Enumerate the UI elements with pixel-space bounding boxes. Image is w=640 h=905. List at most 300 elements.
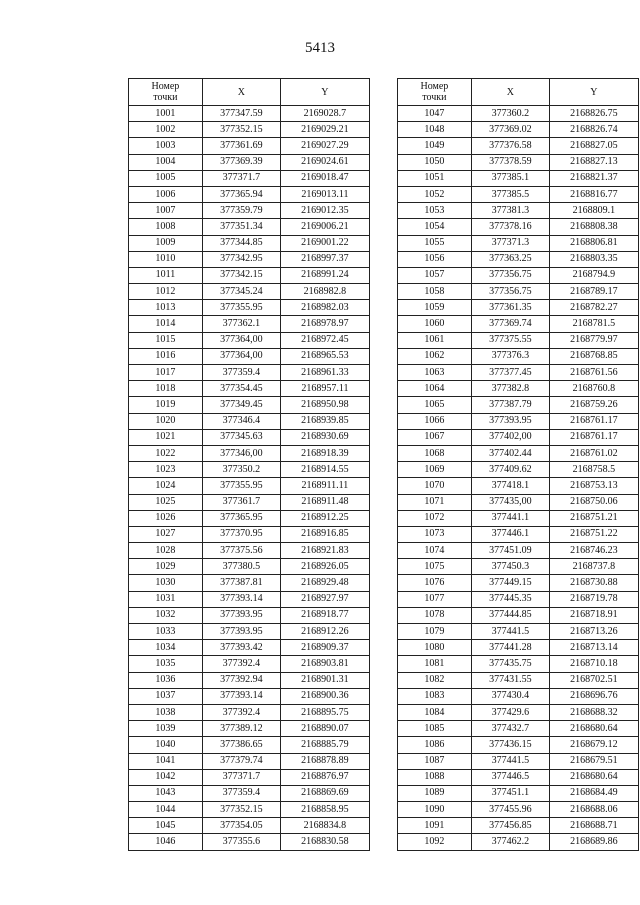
table-row (129, 624, 370, 640)
point-number-cell: 1034 (129, 640, 203, 656)
y-cell: 2168927.97 (280, 591, 369, 607)
table-row (129, 478, 370, 494)
point-number-cell: 1057 (398, 267, 472, 283)
x-cell: 377446.1 (471, 526, 549, 542)
y-cell: 2168916.85 (280, 526, 369, 542)
y-cell: 2168909.37 (280, 640, 369, 656)
table-row (129, 348, 370, 364)
x-cell: 377393.95 (202, 607, 280, 623)
table-row (129, 300, 370, 316)
x-cell: 377354.05 (202, 818, 280, 834)
point-number-cell: 1019 (129, 397, 203, 413)
point-number-cell: 1084 (398, 704, 472, 720)
point-number-cell: 1047 (398, 106, 472, 122)
table-row (398, 332, 639, 348)
y-cell: 2168926.05 (280, 559, 369, 575)
y-cell: 2168781.5 (549, 316, 638, 332)
table-row (129, 640, 370, 656)
x-cell: 377389.12 (202, 721, 280, 737)
y-cell: 2168972.45 (280, 332, 369, 348)
x-cell: 377365.94 (202, 186, 280, 202)
y-cell: 2168911.48 (280, 494, 369, 510)
table-row (129, 219, 370, 235)
table-row (129, 607, 370, 623)
x-cell: 377462.2 (471, 834, 549, 850)
y-cell: 2168789.17 (549, 284, 638, 300)
point-number-cell: 1063 (398, 365, 472, 381)
y-cell: 2168911.11 (280, 478, 369, 494)
point-number-cell: 1053 (398, 203, 472, 219)
x-cell: 377392.4 (202, 704, 280, 720)
point-number-cell: 1069 (398, 462, 472, 478)
point-number-cell: 1033 (129, 624, 203, 640)
y-cell: 2168746.23 (549, 543, 638, 559)
point-number-cell: 1030 (129, 575, 203, 591)
x-cell: 377451.1 (471, 785, 549, 801)
y-cell: 2168751.22 (549, 526, 638, 542)
table-row (398, 818, 639, 834)
point-number-cell: 1013 (129, 300, 203, 316)
point-number-cell: 1001 (129, 106, 203, 122)
x-cell: 377430.4 (471, 688, 549, 704)
table-row (398, 656, 639, 672)
table-row (129, 591, 370, 607)
table-row (129, 737, 370, 753)
point-number-cell: 1085 (398, 721, 472, 737)
table-row (129, 445, 370, 461)
x-cell: 377456.85 (471, 818, 549, 834)
x-cell: 377346.4 (202, 413, 280, 429)
y-cell: 2168737.8 (549, 559, 638, 575)
y-cell: 2168921.83 (280, 543, 369, 559)
y-cell: 2168760.8 (549, 381, 638, 397)
table-row (129, 365, 370, 381)
table-row (129, 122, 370, 138)
point-number-cell: 1052 (398, 186, 472, 202)
table-row (398, 219, 639, 235)
table-row (398, 445, 639, 461)
y-cell: 2168688.06 (549, 802, 638, 818)
x-cell: 377361.69 (202, 138, 280, 154)
y-cell: 2168688.71 (549, 818, 638, 834)
x-cell: 377392.4 (202, 656, 280, 672)
y-header: Y (280, 79, 369, 106)
y-cell: 2168930.69 (280, 429, 369, 445)
point-number-cell: 1073 (398, 526, 472, 542)
x-cell: 377377.45 (471, 365, 549, 381)
table-row (398, 122, 639, 138)
x-cell: 377380.5 (202, 559, 280, 575)
x-cell: 377342.15 (202, 267, 280, 283)
table-row (398, 721, 639, 737)
point-number-cell: 1090 (398, 802, 472, 818)
table-row (129, 332, 370, 348)
x-cell: 377356.75 (471, 284, 549, 300)
table-row (398, 591, 639, 607)
point-number-cell: 1092 (398, 834, 472, 850)
table-row (398, 284, 639, 300)
point-number-cell: 1074 (398, 543, 472, 559)
point-number-cell: 1076 (398, 575, 472, 591)
point-number-cell: 1049 (398, 138, 472, 154)
table-row (129, 494, 370, 510)
point-number-cell: 1072 (398, 510, 472, 526)
point-number-header (398, 79, 472, 106)
x-cell: 377355.95 (202, 300, 280, 316)
point-number-cell: 1055 (398, 235, 472, 251)
point-number-cell: 1006 (129, 186, 203, 202)
y-cell: 2168730.88 (549, 575, 638, 591)
x-cell: 377429.6 (471, 704, 549, 720)
x-cell: 377347.59 (202, 106, 280, 122)
y-cell: 2169018.47 (280, 170, 369, 186)
x-cell: 377364,00 (202, 332, 280, 348)
y-cell: 2168688.32 (549, 704, 638, 720)
table-row (129, 186, 370, 202)
point-number-cell: 1021 (129, 429, 203, 445)
x-cell: 377382.8 (471, 381, 549, 397)
y-cell: 2168718.91 (549, 607, 638, 623)
y-cell: 2168918.77 (280, 607, 369, 623)
table-row (129, 818, 370, 834)
y-cell: 2168713.26 (549, 624, 638, 640)
y-cell: 2168751.21 (549, 510, 638, 526)
x-cell: 377349.45 (202, 397, 280, 413)
y-cell: 2168982.03 (280, 300, 369, 316)
x-cell: 377354.45 (202, 381, 280, 397)
point-number-cell: 1004 (129, 154, 203, 170)
point-number-cell: 1091 (398, 818, 472, 834)
x-cell: 377369.74 (471, 316, 549, 332)
table-row (398, 543, 639, 559)
point-number-cell: 1031 (129, 591, 203, 607)
point-number-cell: 1080 (398, 640, 472, 656)
table-row (398, 737, 639, 753)
table-row (129, 834, 370, 850)
y-cell: 2168957.11 (280, 381, 369, 397)
x-cell: 377451.09 (471, 543, 549, 559)
y-cell: 2168903.81 (280, 656, 369, 672)
table-row (398, 381, 639, 397)
x-cell: 377431.55 (471, 672, 549, 688)
y-cell: 2168982.8 (280, 284, 369, 300)
y-cell: 2168753.13 (549, 478, 638, 494)
x-cell: 377352.15 (202, 122, 280, 138)
table-header-row (398, 79, 639, 106)
point-number-cell: 1062 (398, 348, 472, 364)
table-row (398, 203, 639, 219)
table-row (398, 575, 639, 591)
y-cell: 2168713.14 (549, 640, 638, 656)
y-cell: 2168826.74 (549, 122, 638, 138)
y-cell: 2168918.39 (280, 445, 369, 461)
y-cell: 2169012.35 (280, 203, 369, 219)
table-row (129, 267, 370, 283)
point-number-cell: 1050 (398, 154, 472, 170)
x-cell: 377344.85 (202, 235, 280, 251)
point-number-cell: 1007 (129, 203, 203, 219)
y-cell: 2168885.79 (280, 737, 369, 753)
y-cell: 2168750.06 (549, 494, 638, 510)
point-number-cell: 1046 (129, 834, 203, 850)
table-row (129, 284, 370, 300)
table-row (129, 203, 370, 219)
point-number-cell: 1003 (129, 138, 203, 154)
point-number-cell: 1035 (129, 656, 203, 672)
y-cell: 2168761.17 (549, 429, 638, 445)
y-cell: 2168965.53 (280, 348, 369, 364)
x-cell: 377385.5 (471, 186, 549, 202)
table-row (398, 785, 639, 801)
table-row (129, 154, 370, 170)
point-number-cell: 1002 (129, 122, 203, 138)
point-number-cell: 1024 (129, 478, 203, 494)
y-cell: 2168761.56 (549, 365, 638, 381)
point-number-cell: 1078 (398, 607, 472, 623)
table-row (398, 267, 639, 283)
x-cell: 377441.5 (471, 753, 549, 769)
table-row (398, 672, 639, 688)
point-number-cell: 1023 (129, 462, 203, 478)
point-number-cell: 1079 (398, 624, 472, 640)
y-cell: 2168779.97 (549, 332, 638, 348)
y-cell: 2169006.21 (280, 219, 369, 235)
point-number-cell: 1045 (129, 818, 203, 834)
x-cell: 377350.2 (202, 462, 280, 478)
point-number-cell: 1041 (129, 753, 203, 769)
x-header: X (202, 79, 280, 106)
y-cell: 2168689.86 (549, 834, 638, 850)
table-row (398, 170, 639, 186)
point-number-cell: 1014 (129, 316, 203, 332)
table-row (129, 397, 370, 413)
y-cell: 2169001.22 (280, 235, 369, 251)
x-cell: 377386.65 (202, 737, 280, 753)
x-cell: 377393.95 (202, 624, 280, 640)
x-cell: 377432.7 (471, 721, 549, 737)
point-number-header (129, 79, 203, 106)
point-number-cell: 1059 (398, 300, 472, 316)
coordinates-table-right (397, 78, 639, 851)
point-number-cell: 1058 (398, 284, 472, 300)
point-number-cell: 1037 (129, 688, 203, 704)
point-number-cell: 1077 (398, 591, 472, 607)
point-number-cell: 1070 (398, 478, 472, 494)
point-number-cell: 1067 (398, 429, 472, 445)
y-cell: 2168761.02 (549, 445, 638, 461)
x-cell: 377435.75 (471, 656, 549, 672)
x-cell: 377355.6 (202, 834, 280, 850)
y-cell: 2168679.12 (549, 737, 638, 753)
point-number-cell: 1017 (129, 365, 203, 381)
x-cell: 377375.55 (471, 332, 549, 348)
y-cell: 2168901.31 (280, 672, 369, 688)
y-cell: 2168827.13 (549, 154, 638, 170)
table-row (129, 704, 370, 720)
table-row (129, 251, 370, 267)
x-cell: 377361.7 (202, 494, 280, 510)
x-cell: 377379.74 (202, 753, 280, 769)
point-number-cell: 1086 (398, 737, 472, 753)
point-number-cell: 1005 (129, 170, 203, 186)
x-cell: 377345.24 (202, 284, 280, 300)
point-number-cell: 1036 (129, 672, 203, 688)
x-cell: 377393.95 (471, 413, 549, 429)
x-cell: 377376.58 (471, 138, 549, 154)
x-cell: 377351.34 (202, 219, 280, 235)
point-number-cell: 1075 (398, 559, 472, 575)
y-cell: 2168929.48 (280, 575, 369, 591)
table-row (129, 106, 370, 122)
point-number-cell: 1061 (398, 332, 472, 348)
table-row (398, 769, 639, 785)
x-cell: 377444.85 (471, 607, 549, 623)
table-row (398, 348, 639, 364)
table-row (398, 106, 639, 122)
table-row (129, 381, 370, 397)
x-cell: 377385.1 (471, 170, 549, 186)
point-number-cell: 1025 (129, 494, 203, 510)
point-number-cell: 1043 (129, 785, 203, 801)
table-row (129, 802, 370, 818)
point-number-header-line2: точки (422, 92, 447, 103)
table-row (398, 624, 639, 640)
point-number-cell: 1039 (129, 721, 203, 737)
table-row (398, 300, 639, 316)
y-cell: 2168830.58 (280, 834, 369, 850)
y-cell: 2168758.5 (549, 462, 638, 478)
point-number-cell: 1081 (398, 656, 472, 672)
x-cell: 377450.3 (471, 559, 549, 575)
point-number-cell: 1083 (398, 688, 472, 704)
table-row (129, 769, 370, 785)
y-cell: 2168890.07 (280, 721, 369, 737)
table-row (398, 704, 639, 720)
table-body-left (129, 106, 370, 851)
table-row (398, 429, 639, 445)
y-cell: 2168684.49 (549, 785, 638, 801)
x-cell: 377378.16 (471, 219, 549, 235)
table-row (398, 138, 639, 154)
x-cell: 377441.5 (471, 624, 549, 640)
table-row (129, 413, 370, 429)
y-cell: 2169024.61 (280, 154, 369, 170)
x-cell: 377371.7 (202, 170, 280, 186)
x-cell: 377445.35 (471, 591, 549, 607)
x-cell: 377364,00 (202, 348, 280, 364)
point-number-header-line2: точки (153, 92, 178, 103)
table-row (129, 510, 370, 526)
point-number-cell: 1026 (129, 510, 203, 526)
table-row (129, 429, 370, 445)
table-row (129, 785, 370, 801)
y-cell: 2168759.26 (549, 397, 638, 413)
point-number-cell: 1088 (398, 769, 472, 785)
point-number-cell: 1015 (129, 332, 203, 348)
x-cell: 377376.3 (471, 348, 549, 364)
table-row (129, 559, 370, 575)
x-cell: 377346,00 (202, 445, 280, 461)
y-cell: 2168961.33 (280, 365, 369, 381)
x-cell: 377356.75 (471, 267, 549, 283)
y-cell: 2168809.1 (549, 203, 638, 219)
x-cell: 377446.5 (471, 769, 549, 785)
point-number-cell: 1038 (129, 704, 203, 720)
point-number-cell: 1060 (398, 316, 472, 332)
point-number-cell: 1032 (129, 607, 203, 623)
x-cell: 377393.14 (202, 688, 280, 704)
y-cell: 2168991.24 (280, 267, 369, 283)
point-number-cell: 1064 (398, 381, 472, 397)
x-cell: 377345.63 (202, 429, 280, 445)
x-cell: 377402.44 (471, 445, 549, 461)
x-cell: 377371.3 (471, 235, 549, 251)
point-number-cell: 1054 (398, 219, 472, 235)
point-number-cell: 1029 (129, 559, 203, 575)
y-cell: 2168680.64 (549, 769, 638, 785)
table-row (129, 656, 370, 672)
point-number-cell: 1020 (129, 413, 203, 429)
x-cell: 377393.42 (202, 640, 280, 656)
y-cell: 2168719.78 (549, 591, 638, 607)
table-row (398, 494, 639, 510)
x-cell: 377381.3 (471, 203, 549, 219)
table-row (398, 607, 639, 623)
table-row (398, 397, 639, 413)
x-cell: 377455.96 (471, 802, 549, 818)
x-cell: 377355.95 (202, 478, 280, 494)
y-cell: 2168834.8 (280, 818, 369, 834)
y-cell: 2168821.37 (549, 170, 638, 186)
y-cell: 2168978.97 (280, 316, 369, 332)
table-row (129, 138, 370, 154)
x-cell: 377435,00 (471, 494, 549, 510)
x-cell: 377365.95 (202, 510, 280, 526)
y-cell: 2168768.85 (549, 348, 638, 364)
y-cell: 2168794.9 (549, 267, 638, 283)
table-row (398, 753, 639, 769)
y-cell: 2168827.05 (549, 138, 638, 154)
x-cell: 377369.39 (202, 154, 280, 170)
table-header-row (129, 79, 370, 106)
x-cell: 377392.94 (202, 672, 280, 688)
table-row (129, 543, 370, 559)
x-cell: 377361.35 (471, 300, 549, 316)
x-cell: 377370.95 (202, 526, 280, 542)
x-cell: 377352.15 (202, 802, 280, 818)
point-number-cell: 1016 (129, 348, 203, 364)
table-row (129, 753, 370, 769)
table-row (398, 186, 639, 202)
y-cell: 2168680.64 (549, 721, 638, 737)
y-cell: 2168878.89 (280, 753, 369, 769)
point-number-cell: 1068 (398, 445, 472, 461)
x-cell: 377362.1 (202, 316, 280, 332)
y-cell: 2169013.11 (280, 186, 369, 202)
x-cell: 377359.4 (202, 785, 280, 801)
x-cell: 377359.79 (202, 203, 280, 219)
x-cell: 377418.1 (471, 478, 549, 494)
point-number-cell: 1040 (129, 737, 203, 753)
point-number-cell: 1065 (398, 397, 472, 413)
table-row (129, 316, 370, 332)
table-row (398, 834, 639, 850)
point-number-cell: 1071 (398, 494, 472, 510)
coordinates-table-left (128, 78, 370, 851)
x-cell: 377387.79 (471, 397, 549, 413)
y-cell: 2168858.95 (280, 802, 369, 818)
y-cell: 2168782.27 (549, 300, 638, 316)
